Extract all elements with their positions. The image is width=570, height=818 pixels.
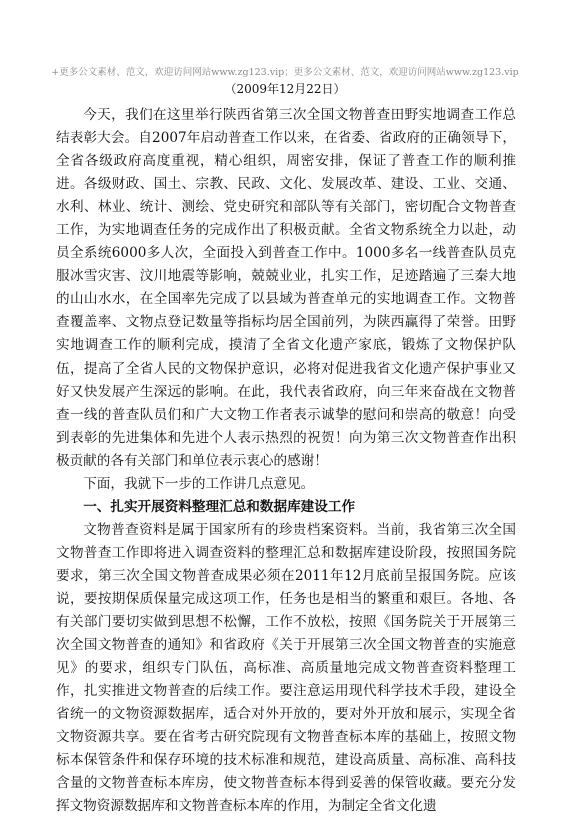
watermark-text: +更多公文素材、范文，欢迎访问网站www.zg123.vip；更多公文素材、范文，欢迎访问网站www.zg123.vip: [51, 67, 519, 78]
body-paragraph: 下面，我就下一步的工作讲几点意见。: [83, 475, 315, 492]
section-heading: 一、扎实开展资料整理汇总和数据库建设工作: [83, 498, 356, 515]
document-body: [56, 104, 516, 818]
speech-date: （2009年12月22日）: [224, 82, 346, 96]
body-paragraph: 文物普查资料是属于国家所有的珍贵档案资料。当前，我省第三次全国文物普查工作即将进入调查资料的整理汇总和数据库建设阶段，按照国务院要求，第三次全国文物普查成果必须在2011年12月底前呈报国务院。应该说，要按期保质保量完成这项工作，任务也是相当的繁重和艰巨。各地、各有关部门要切实做到思想不松懈，工作不放松，按照《国务院关于开展第三次全国文物普查的通知》和省政府《关于开展第三次全国文物普查的实施意见》的要求，组织专门队伍，高标准、高质量地完成文物普查资料整理工作，扎实推进文物普查的后续工作。要注意运用现代科学技术手段，建设全省统一的文物资源数据库，适合对外开放的，要对外开放和展示，实现全省文物资源共享。要在省考古研究院现有文物普查标本库的基础上，按照文物标本保管条件和保存环境的技术标准和规范，建设高质量、高标准、高科技含量的文物普查标本库房，使文物普查标本得到妥善的保管收藏。要充分发挥文物资源数据库和文物普查标本库的作用，为制定全省文化遗: [56, 521, 516, 815]
body-paragraph: 今天，我们在这里举行陕西省第三次全国文物普查田野实地调查工作总结表彰大会。自2007年启动普查工作以来，在省委、省政府的正确领导下，全省各级政府高度重视，精心组织，周密安排，保证了普查工作的顺利推进。各级财政、国土、宗教、民政、文化、发展改革、建设、工业、交通、水利、林业、统计、测绘、党史研究和部队等有关部门，密切配合文物普查工作，为实地调查任务的完成作出了积极贡献。全省文物系统全力以赴，动员全系统6000多人次，全面投入到普查工作中。1000多名一线普查队员克服冰雪灾害、汶川地震等影响，兢兢业业，扎实工作，足迹踏遍了三秦大地的山山水水，在全国率先完成了以县域为普查单元的实地调查工作。文物普查覆盖率、文物点登记数量等指标均居全国前列，为陕西赢得了荣誉。田野实地调查工作的顺利完成，摸清了全省文化遗产家底，锻炼了文物保护队伍，提高了全省人民的文物保护意识，必将对促进我省文化遗产保护事业又好又快发展产生深远的影响。在此，我代表省政府，向三年来奋战在文物普查一线的普查队员们和广大文物工作者表示诚挚的慰问和崇高的敬意！向受到表彰的先进集体和先进个人表示热烈的祝贺！向为第三次文物普查作出积极贡献的各有关部门和单位表示衷心的感谢！: [56, 107, 516, 469]
